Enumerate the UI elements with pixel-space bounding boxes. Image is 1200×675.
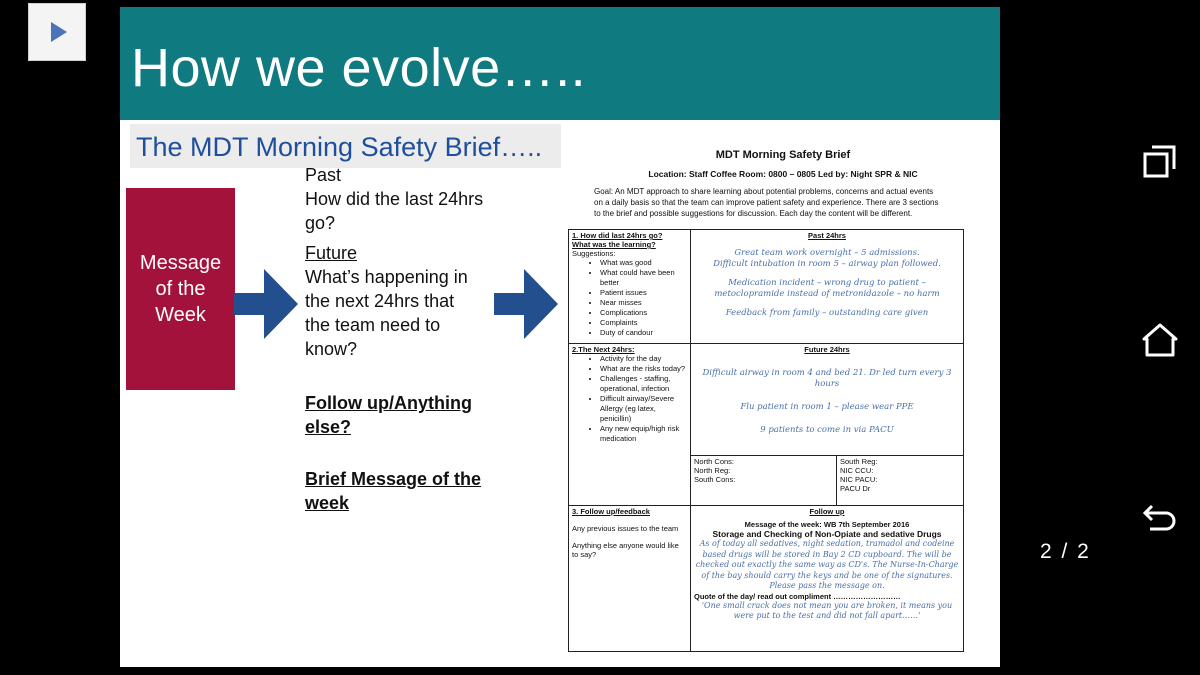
staff-label: South Reg: [840, 457, 878, 466]
page-indicator: 2 / 2 [1040, 540, 1091, 563]
s3-text: Any previous issues to the team [572, 524, 679, 533]
past-note: Medication incident – wrong drug to patient – metoclopramide instead of metronidazole – no harm [714, 278, 940, 299]
goal-line: on a daily basis so that the team can improve patient safety and experience. There are 3 sections [594, 198, 939, 207]
message-title: Storage and Checking of Non-Opiate and sedative Drugs [712, 529, 942, 539]
quote-text: 'One small crack does not mean you are broken, it means you were put to the test and did not fall apart……' [701, 600, 953, 620]
staff-label: NIC CCU: [840, 466, 874, 475]
future-col-heading: Future 24hrs [804, 345, 850, 354]
list-item: • What could have been better [600, 268, 687, 288]
brief-block [305, 467, 481, 515]
future-text: the next 24hrs that [305, 291, 455, 311]
brief-table [568, 229, 964, 652]
list-item: • What was good [600, 258, 687, 268]
message-line: Week [155, 304, 206, 326]
doc-title: MDT Morning Safety Brief [715, 149, 851, 161]
s3-heading: 3. Follow up/feedback [572, 507, 650, 516]
s3-text: Anything else anyone would like to say? [572, 541, 679, 559]
staff-label: North Cons: [694, 457, 735, 466]
followup-heading: else? [305, 417, 352, 437]
slide-title: How we evolve….. [131, 38, 587, 98]
list-item: • Activity for the day [600, 354, 687, 364]
list-item: • Any new equip/high risk medication [600, 424, 687, 444]
list-item: • Near misses [600, 298, 687, 308]
doc-location: Location: Staff Coffee Room: 0800 – 0805 Led by: Night SPR & NIC [648, 169, 918, 179]
slide [120, 7, 1000, 667]
list-item: • Patient issues [600, 288, 687, 298]
s1-heading: 1. How did last 24hrs go? [572, 231, 663, 240]
back-icon[interactable] [1140, 498, 1180, 538]
past-heading: Past [305, 165, 342, 185]
slide-subtitle: The MDT Morning Safety Brief….. [136, 132, 543, 162]
staff-label: North Reg: [694, 466, 731, 475]
brief-heading: week [305, 493, 350, 513]
followup-block [305, 391, 472, 439]
list-item: • Complaints [600, 318, 687, 328]
past-col-heading: Past 24hrs [808, 231, 846, 240]
s1-list [572, 258, 687, 338]
list-item: • Duty of candour [600, 328, 687, 338]
s1-suggestions: Suggestions: [572, 249, 616, 258]
s2-list [572, 354, 687, 444]
future-text: What’s happening in [305, 267, 468, 287]
future-heading: Future [305, 243, 358, 263]
message-line: Message [139, 252, 222, 274]
message-week: Message of the week: WB 7th September 2016 [744, 520, 910, 529]
goal-line: Goal: An MDT approach to share learning about potential problems, concerns and actual events [594, 187, 934, 196]
s2-heading: 2.The Next 24hrs: [572, 345, 635, 354]
message-of-week-box [126, 188, 235, 390]
future-block [305, 241, 468, 361]
past-text: How did the last 24hrs [305, 189, 484, 209]
future-note: 9 patients to come in via PACU [760, 425, 894, 435]
followup-heading: Follow up/Anything [305, 393, 472, 413]
table-row [569, 344, 964, 456]
past-text: go? [305, 213, 336, 233]
list-item: • Complications [600, 308, 687, 318]
list-item: • What are the risks today? [600, 364, 687, 374]
play-icon [51, 22, 67, 42]
doc-goal [594, 186, 986, 219]
recent-apps-icon[interactable] [1140, 142, 1180, 182]
subtitle-bar [130, 124, 561, 168]
staff-label: South Cons: [694, 475, 736, 484]
arrow-right-icon [234, 269, 298, 339]
title-band [120, 7, 1000, 120]
past-note: Difficult intubation in room 5 – airway plan followed. [713, 259, 941, 269]
list-item: • Difficult airway/Severe Allergy (eg latex, penicillin) [600, 394, 687, 424]
goal-line: to the brief and possible suggestions for discussion. Each day the content will be different. [594, 209, 913, 218]
play-button[interactable] [28, 3, 86, 61]
quote-label: Quote of the day/ read out compliment ……………………… [694, 591, 901, 601]
message-body: As of today all sedatives, night sedation, tramadol and codeine based drugs will be stored in Bay 2 CD cupboard. The will be checked out exactly the same way as CD's. The Nurse-In-Charge of the bay should carry the keys and be one of the signatures. Please pass the message on. [695, 539, 959, 590]
future-note: Difficult airway in room 4 and bed 21. Dr led turn every 3 hours [702, 368, 952, 389]
staff-label: NIC PACU: [840, 475, 878, 484]
brief-heading: Brief Message of the [305, 469, 482, 489]
staff-label: PACU Dr [840, 484, 871, 493]
past-note: Great team work overnight – 5 admissions. [734, 248, 920, 258]
message-line: of the [155, 278, 206, 300]
home-icon[interactable] [1140, 320, 1180, 360]
past-block [305, 163, 483, 235]
table-row [569, 230, 964, 344]
embedded-document [566, 124, 1000, 667]
future-text: know? [305, 339, 358, 359]
future-text: the team need to [305, 315, 441, 335]
followup-col-heading: Follow up [809, 507, 845, 516]
arrow-right-icon [494, 269, 558, 339]
list-item: • Challenges - staffing, operational, infection [600, 374, 687, 394]
table-row [569, 506, 964, 652]
past-note: Feedback from family – outstanding care given [725, 308, 929, 318]
s1-sub: What was the learning? [572, 240, 656, 249]
future-note: Flu patient in room 1 – please wear PPE [740, 402, 914, 412]
